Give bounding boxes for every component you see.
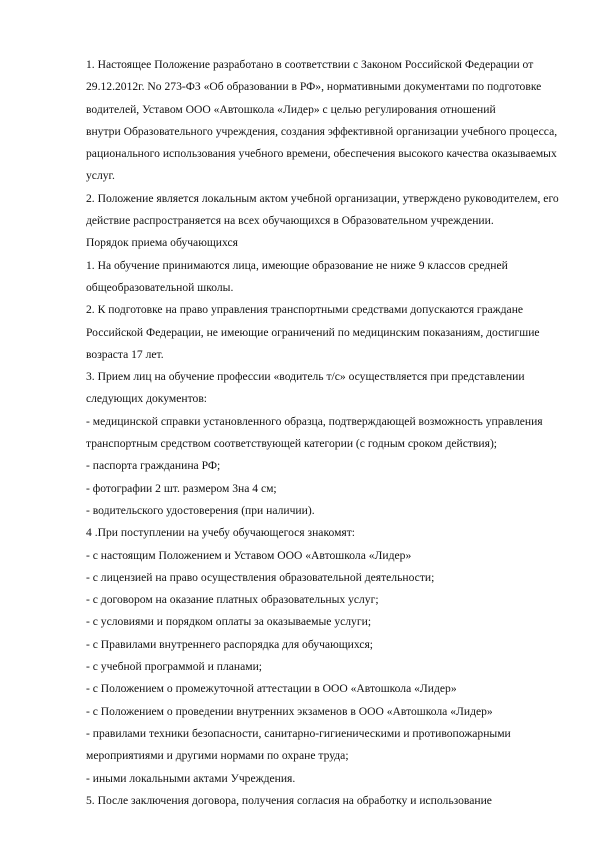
list-item: - медицинской справки установленного образца, подтверждающей возможность управления (86, 414, 543, 428)
text-line: действие распространяется на всех обучающихся в Образовательном учреждении. (86, 214, 494, 228)
list-item: - правилами техники безопасности, санитарно-гигиеническими и противопожарными (86, 726, 511, 740)
list-item: - с Положением о проведении внутренних экзаменов в ООО «Автошкола «Лидер» (86, 704, 493, 718)
text-line: 2. Положение является локальным актом учебной организации, утверждено руководителем, его (86, 191, 559, 205)
text-line: услуг. (86, 169, 115, 183)
list-item: - с Положением о промежуточной аттестации в ООО «Автошкола «Лидер» (86, 682, 457, 696)
list-item: - с условиями и порядком оплаты за оказываемые услуги; (86, 615, 372, 629)
text-line: 1. Настоящее Положение разработано в соответствии с Законом Российской Федерации от (86, 58, 534, 71)
text-line: следующих документов: (86, 392, 208, 406)
text-line: 3. Прием лиц на обучение профессии «водитель т/с» осуществляется при представлении (86, 370, 525, 384)
list-item: - фотографии 2 шт. размером 3на 4 см; (86, 481, 277, 495)
list-item: - иными локальными актами Учреждения. (86, 771, 296, 785)
list-item: - с учебной программой и планами; (86, 660, 263, 674)
list-item: - с настоящим Положением и Уставом ООО «Автошкола «Лидер» (86, 548, 412, 562)
text-line: Российской Федерации, не имеющие ограничений по медицинским показаниям, достигшие (86, 325, 540, 339)
text-line: общеобразовательной школы. (86, 280, 234, 294)
list-item: - паспорта гражданина РФ; (86, 459, 221, 473)
section-heading: Порядок приема обучающихся (86, 236, 238, 250)
list-item: - водительского удостоверения (при наличии). (86, 503, 315, 517)
document-page (86, 54, 586, 812)
text-line: внутри Образовательного учреждения, создания эффективной организации учебного процесса, (86, 124, 558, 138)
text-line: возраста 17 лет. (86, 347, 164, 361)
text-line: 29.12.2012г. No 273-ФЗ «Об образовании в РФ», нормативными документами по подготовке (86, 80, 542, 94)
text-line: водителей, Уставом ООО «Автошкола «Лидер» с целью регулирования отношений (86, 102, 496, 116)
text-line: 1. На обучение принимаются лица, имеющие образование не ниже 9 классов средней (86, 258, 508, 272)
text-line: мероприятиями и другими нормами по охране труда; (86, 749, 349, 763)
list-item: - с Правилами внутреннего распорядка для обучающихся; (86, 637, 374, 651)
text-line: 2. К подготовке на право управления транспортными средствами допускаются граждане (86, 303, 524, 317)
text-line: транспортным средством соответствующей категории (с годным сроком действия); (86, 437, 498, 451)
text-line: 4 .При поступлении на учебу обучающегося знакомят: (86, 526, 356, 540)
text-line: 5. После заключения договора, получения согласия на обработку и использование (86, 793, 492, 807)
text-line: рационального использования учебного времени, обеспечения высокого качества оказываемых (86, 147, 557, 161)
list-item: - с договором на оказание платных образовательных услуг; (86, 593, 379, 607)
list-item: - с лицензией на право осуществления образовательной деятельности; (86, 570, 435, 584)
